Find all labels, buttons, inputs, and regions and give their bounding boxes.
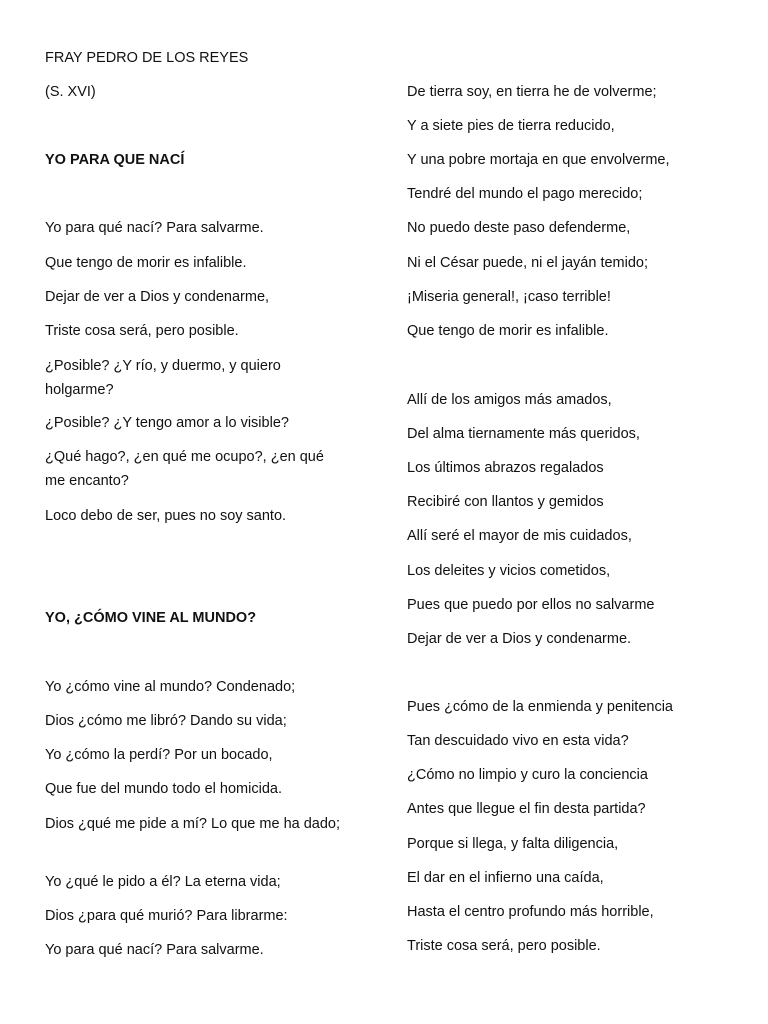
poem1-line: ¿Posible? ¿Y río, y duermo, y quiero holgarme?: [45, 358, 281, 398]
stanza1-line: Y a siete pies de tierra reducido,: [407, 118, 615, 134]
stanza3-line: El dar en el infierno una caída,: [407, 870, 604, 886]
poem2-line: Yo ¿qué le pido a él? La eterna vida;: [45, 874, 281, 890]
stanza1-line: ¡Miseria general!, ¡caso terrible!: [407, 289, 611, 305]
stanza1-line: Ni el César puede, ni el jayán temido;: [407, 255, 648, 271]
poem2-line: Yo ¿cómo vine al mundo? Condenado;: [45, 679, 296, 695]
stanza3-line: Antes que llegue el fin desta partida?: [407, 801, 646, 817]
stanza2-line: Allí de los amigos más amados,: [407, 392, 612, 408]
stanza2-line: Del alma tiernamente más queridos,: [407, 426, 640, 442]
poem2-line: Dios ¿cómo me libró? Dando su vida;: [45, 713, 287, 729]
stanza3-line: ¿Cómo no limpio y curo la conciencia: [407, 767, 648, 783]
poem2-title: YO, ¿CÓMO VINE AL MUNDO?: [45, 610, 257, 626]
poem1-line: Yo para qué nací? Para salvarme.: [45, 220, 264, 236]
stanza1-line: Tendré del mundo el pago merecido;: [407, 186, 643, 202]
stanza3-line: Pues ¿cómo de la enmienda y penitencia: [407, 699, 673, 715]
century-label: (S. XVI): [45, 84, 96, 100]
poem1-line: Dejar de ver a Dios y condenarme,: [45, 289, 270, 305]
poem1-line: ¿Qué hago?, ¿en qué me ocupo?, ¿en qué me encanto?: [45, 449, 324, 489]
stanza3-line: Porque si llega, y falta diligencia,: [407, 836, 619, 852]
author-name: FRAY PEDRO DE LOS REYES: [45, 50, 249, 66]
stanza2-line: Dejar de ver a Dios y condenarme.: [407, 631, 632, 647]
stanza2-line: Los deleites y vicios cometidos,: [407, 563, 611, 579]
poem1-title: YO PARA QUE NACÍ: [45, 152, 185, 168]
poem1-line: Loco debo de ser, pues no soy santo.: [45, 508, 287, 524]
poem2-line: Dios ¿para qué murió? Para librarme:: [45, 908, 288, 924]
poem2-line: Yo ¿cómo la perdí? Por un bocado,: [45, 747, 273, 763]
poem1-line: Que tengo de morir es infalible.: [45, 255, 247, 271]
stanza2-line: Pues que puedo por ellos no salvarme: [407, 597, 655, 613]
stanza1-line: Y una pobre mortaja en que envolverme,: [407, 152, 670, 168]
stanza2-line: Recibiré con llantos y gemidos: [407, 494, 604, 510]
stanza2-line: Allí seré el mayor de mis cuidados,: [407, 528, 632, 544]
stanza2-line: Los últimos abrazos regalados: [407, 460, 604, 476]
poem2-line: Que fue del mundo todo el homicida.: [45, 781, 282, 797]
poem1-line: Triste cosa será, pero posible.: [45, 323, 239, 339]
stanza3-line: Triste cosa será, pero posible.: [407, 938, 601, 954]
poem2-line: Dios ¿qué me pide a mí? Lo que me ha dado;: [45, 816, 341, 832]
stanza3-line: Hasta el centro profundo más horrible,: [407, 904, 654, 920]
stanza1-line: Que tengo de morir es infalible.: [407, 323, 609, 339]
poem2-line: Yo para qué nací? Para salvarme.: [45, 942, 264, 958]
stanza1-line: No puedo deste paso defenderme,: [407, 220, 631, 236]
poem1-line: ¿Posible? ¿Y tengo amor a lo visible?: [45, 415, 289, 431]
stanza1-line: De tierra soy, en tierra he de volverme;: [407, 84, 657, 100]
stanza3-line: Tan descuidado vivo en esta vida?: [407, 733, 629, 749]
